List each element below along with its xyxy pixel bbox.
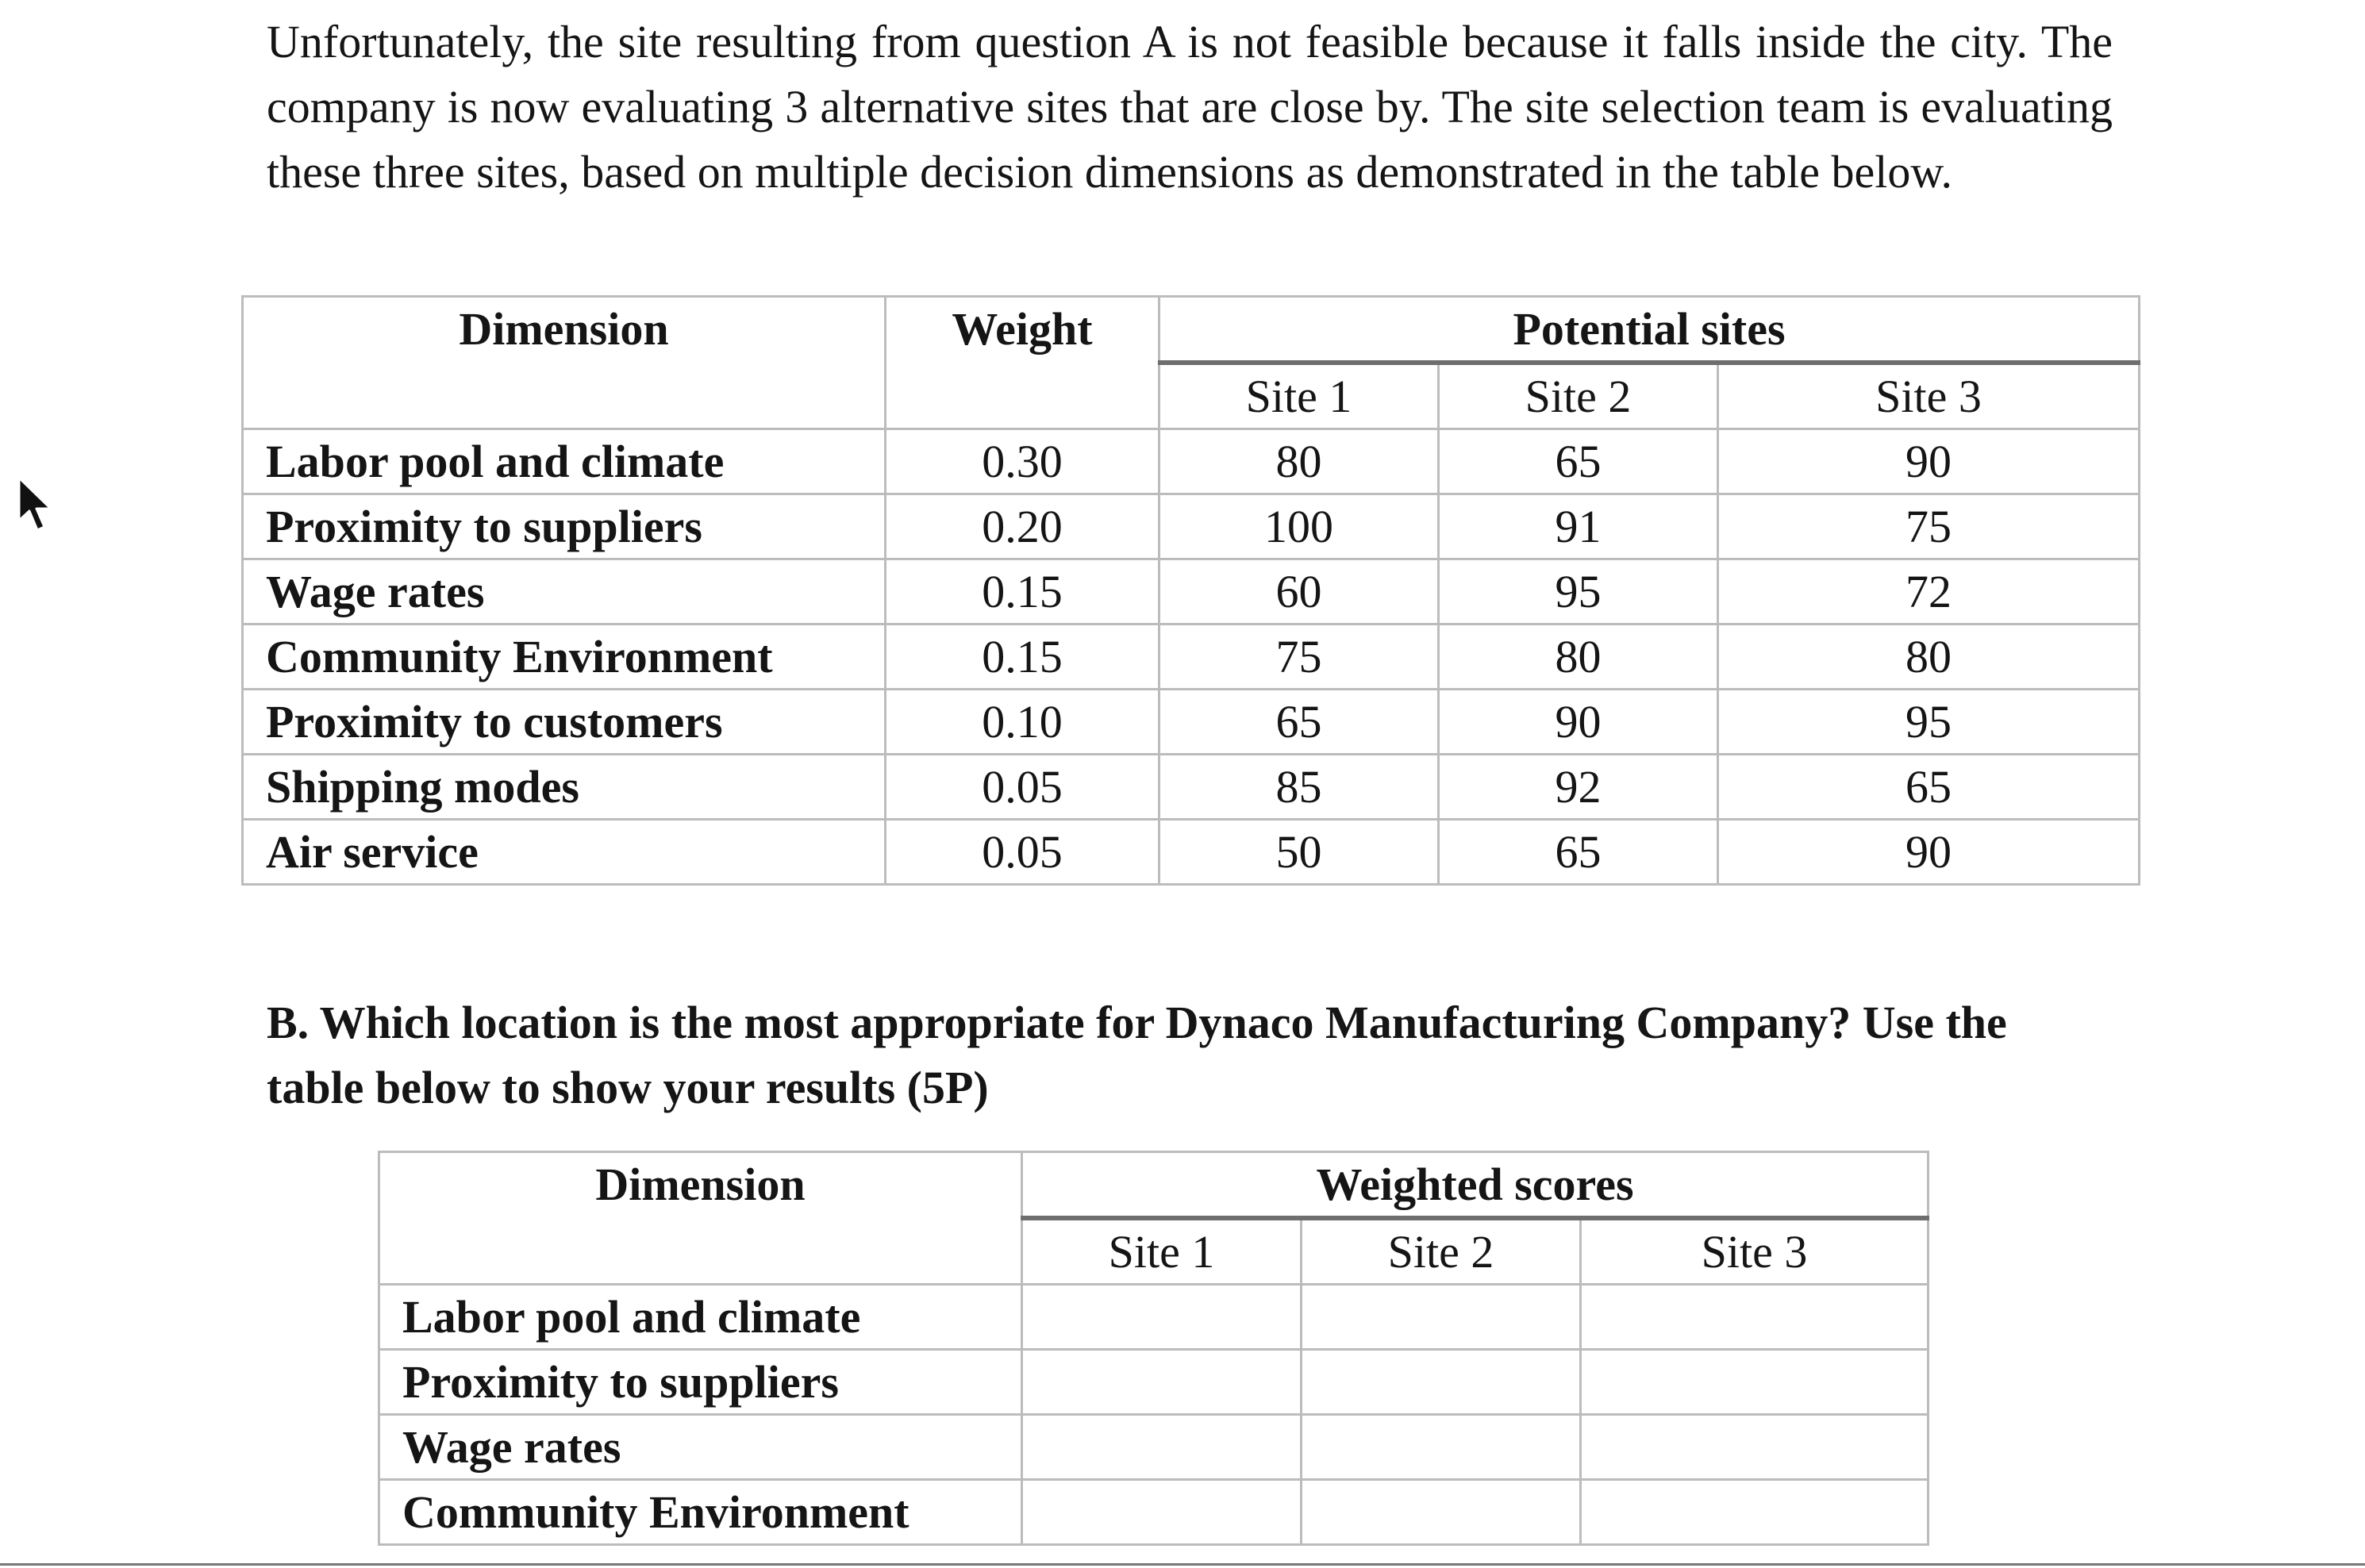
site-1-weighted-cell [1022,1415,1302,1480]
site-1-weighted-cell [1022,1350,1302,1415]
site-1-score-cell: 75 [1159,625,1439,690]
site-1-score-cell: 100 [1159,494,1439,559]
site-3-score-cell: 80 [1718,625,2140,690]
site-1-score-cell: 60 [1159,559,1439,625]
site-2-header: Site 2 [1302,1218,1581,1285]
dimension-cell: Labor pool and climate [379,1285,1022,1350]
table-row [243,820,2140,885]
site-1-header: Site 1 [1159,363,1439,429]
table-row [243,690,2140,755]
table-row [243,559,2140,625]
dimension-cell: Shipping modes [243,755,886,820]
site-3-score-cell: 90 [1718,820,2140,885]
table-header-row [379,1152,1929,1219]
site-1-score-cell: 65 [1159,690,1439,755]
dimension-cell: Proximity to customers [243,690,886,755]
site-1-score-cell: 85 [1159,755,1439,820]
site-3-score-cell: 95 [1718,690,2140,755]
site-1-score-cell: 50 [1159,820,1439,885]
site-2-score-cell: 92 [1439,755,1718,820]
site-2-score-cell: 65 [1439,820,1718,885]
potential-sites-header: Potential sites [1159,297,2140,363]
site-1-weighted-cell [1022,1285,1302,1350]
dimension-cell: Proximity to suppliers [243,494,886,559]
site-2-score-cell: 65 [1439,429,1718,494]
weighted-scores-table [378,1151,1929,1546]
dimension-header: Dimension [243,297,886,429]
site-scores-table [241,295,2140,886]
table-row [243,625,2140,690]
page-bottom-divider [0,1563,2365,1566]
site-3-header: Site 3 [1581,1218,1929,1285]
site-3-weighted-cell [1581,1415,1929,1480]
weight-cell: 0.20 [886,494,1159,559]
dimension-cell: Labor pool and climate [243,429,886,494]
weight-cell: 0.05 [886,755,1159,820]
weight-cell: 0.10 [886,690,1159,755]
site-2-weighted-cell [1302,1350,1581,1415]
dimension-cell: Wage rates [243,559,886,625]
dimension-cell: Wage rates [379,1415,1022,1480]
weighted-scores-header: Weighted scores [1022,1152,1929,1219]
table-row [379,1480,1929,1545]
site-1-weighted-cell [1022,1480,1302,1545]
intro-paragraph: Unfortunately, the site resulting from question A is not feasible because it falls inside the city. The company is now evaluating 3 alternative sites that are close by. The site selection team is evaluating these three sites, based on multiple decision dimensions as demonstrated in the table below. [267,16,2113,198]
site-2-score-cell: 91 [1439,494,1718,559]
site-2-weighted-cell [1302,1285,1581,1350]
site-3-header: Site 3 [1718,363,2140,429]
table-header-row [243,297,2140,363]
site-1-score-cell: 80 [1159,429,1439,494]
weight-header: Weight [886,297,1159,429]
site-2-score-cell: 90 [1439,690,1718,755]
site-2-header: Site 2 [1439,363,1718,429]
site-3-weighted-cell [1581,1480,1929,1545]
dimension-header: Dimension [379,1152,1022,1285]
weight-cell: 0.15 [886,559,1159,625]
table-row [243,494,2140,559]
table-row [379,1415,1929,1480]
dimension-cell: Proximity to suppliers [379,1350,1022,1415]
site-2-weighted-cell [1302,1480,1581,1545]
site-3-weighted-cell [1581,1350,1929,1415]
dimension-cell: Community Environment [379,1480,1022,1545]
site-1-header: Site 1 [1022,1218,1302,1285]
dimension-cell: Community Environment [243,625,886,690]
table-row [379,1350,1929,1415]
site-2-score-cell: 95 [1439,559,1718,625]
weight-cell: 0.15 [886,625,1159,690]
table-row [379,1285,1929,1350]
site-3-score-cell: 65 [1718,755,2140,820]
site-2-weighted-cell [1302,1415,1581,1480]
table-row [243,429,2140,494]
weight-cell: 0.05 [886,820,1159,885]
table-row [243,755,2140,820]
site-3-score-cell: 90 [1718,429,2140,494]
site-2-score-cell: 80 [1439,625,1718,690]
dimension-cell: Air service [243,820,886,885]
weight-cell: 0.30 [886,429,1159,494]
mouse-pointer-icon [16,476,56,533]
site-3-score-cell: 75 [1718,494,2140,559]
site-3-score-cell: 72 [1718,559,2140,625]
site-3-weighted-cell [1581,1285,1929,1350]
question-b: B. Which location is the most appropriate for Dynaco Manufacturing Company? Use the table below to show your results (5P) [267,997,2007,1113]
